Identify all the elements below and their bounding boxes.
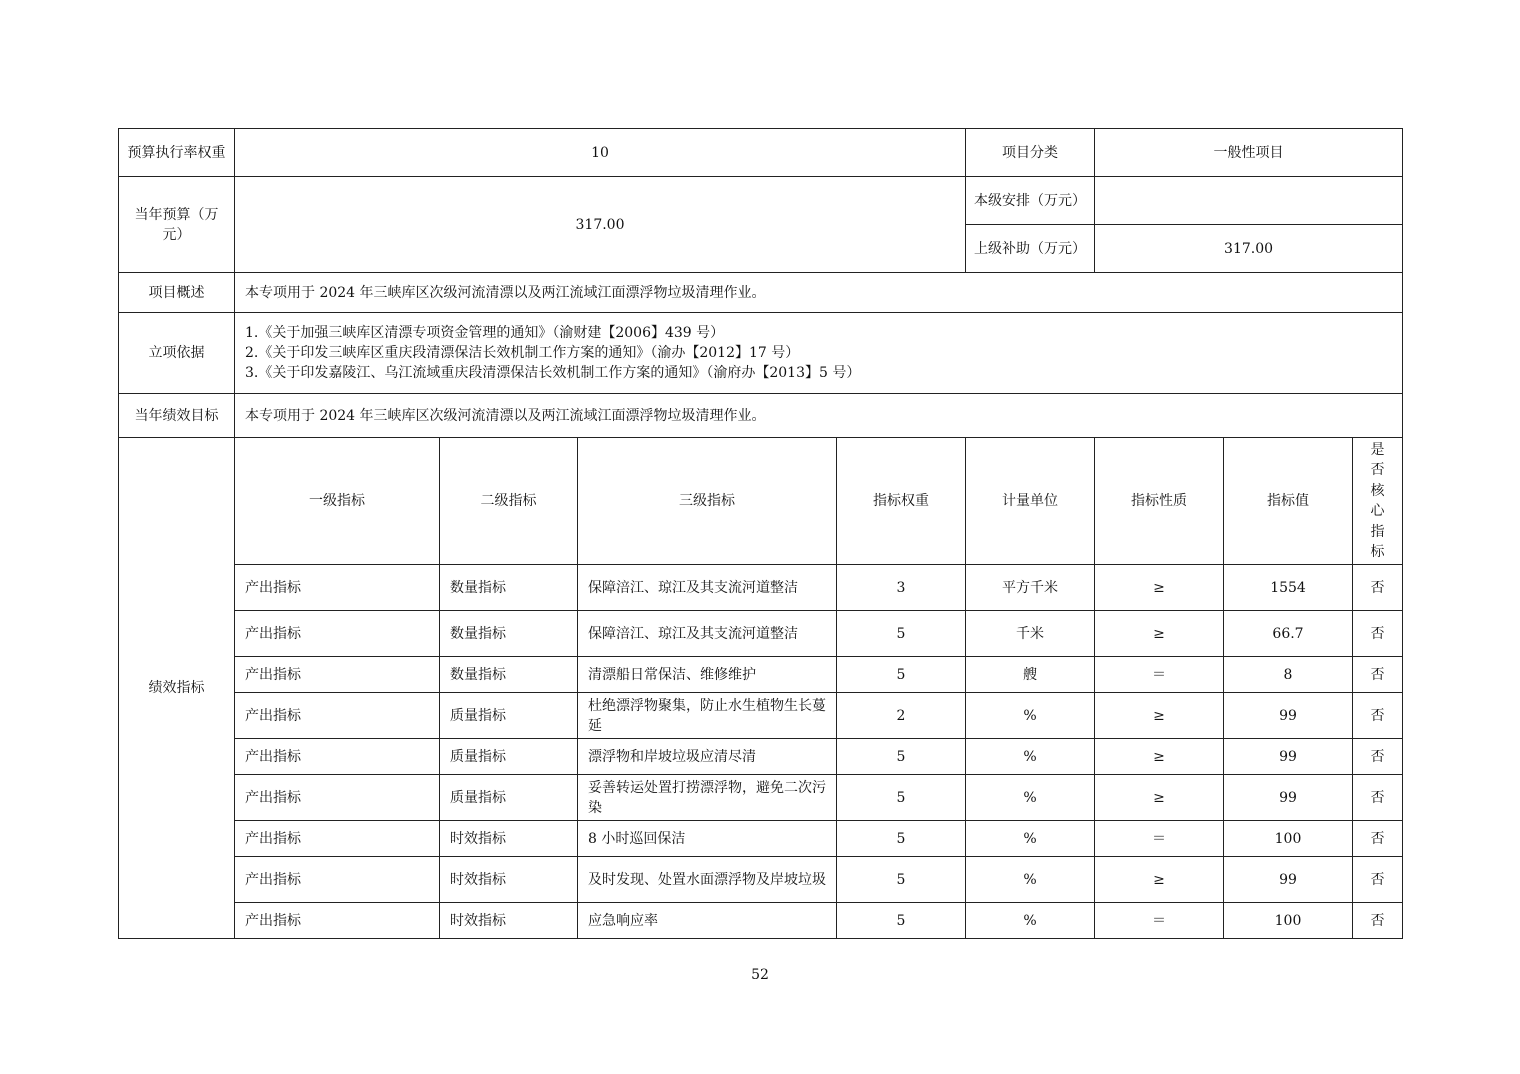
table-cell: 8 xyxy=(1224,657,1353,693)
superior-subsidy-value: 317.00 xyxy=(1095,225,1403,273)
table-cell: 数量指标 xyxy=(440,565,578,611)
table-cell: 99 xyxy=(1224,693,1353,739)
table-cell: 漂浮物和岸坡垃圾应清尽清 xyxy=(578,739,837,775)
core-indicator-header: 是否核心指标 xyxy=(1370,441,1385,560)
column-header: 指标性质 xyxy=(1095,438,1224,565)
category-label: 项目分类 xyxy=(966,129,1095,177)
table-cell: 5 xyxy=(837,903,966,939)
table-row xyxy=(119,857,1403,903)
table-row xyxy=(119,821,1403,857)
table-cell: 5 xyxy=(837,821,966,857)
table-cell: 产出指标 xyxy=(235,775,440,821)
page-number: 52 xyxy=(751,967,769,983)
table-cell: % xyxy=(966,903,1095,939)
table-cell: 3 xyxy=(837,565,966,611)
table-cell: 产出指标 xyxy=(235,693,440,739)
table-cell: 否 xyxy=(1353,821,1403,857)
table-cell: 99 xyxy=(1224,775,1353,821)
table-cell: 产出指标 xyxy=(235,657,440,693)
table-cell: 产出指标 xyxy=(235,857,440,903)
table-cell: 1554 xyxy=(1224,565,1353,611)
basis-line: 3.《关于印发嘉陵江、乌江流域重庆段清漂保洁长效机制工作方案的通知》（渝府办【2013】5 号） xyxy=(245,365,861,381)
annual-budget-value: 317.00 xyxy=(235,177,966,273)
column-header: 一级指标 xyxy=(235,438,440,565)
overview-label: 项目概述 xyxy=(119,273,235,313)
table-cell: 平方千米 xyxy=(966,565,1095,611)
table-cell: 产出指标 xyxy=(235,611,440,657)
table-cell: 否 xyxy=(1353,611,1403,657)
indicators-section-label: 绩效指标 xyxy=(119,438,235,939)
basis-line: 1.《关于加强三峡库区清漂专项资金管理的通知》（渝财建【2006】439 号） xyxy=(245,325,725,341)
table-cell: 时效指标 xyxy=(440,903,578,939)
column-header: 指标值 xyxy=(1224,438,1353,565)
table-cell: 否 xyxy=(1353,857,1403,903)
table-cell: 2 xyxy=(837,693,966,739)
table-row xyxy=(119,775,1403,821)
basis-line: 2.《关于印发三峡库区重庆段清漂保洁长效机制工作方案的通知》（渝办【2012】17 号） xyxy=(245,345,800,361)
table-cell: 产出指标 xyxy=(235,821,440,857)
table-cell: 时效指标 xyxy=(440,857,578,903)
table-cell: 质量指标 xyxy=(440,739,578,775)
table-row xyxy=(119,903,1403,939)
table-row xyxy=(119,693,1403,739)
category-value: 一般性项目 xyxy=(1095,129,1403,177)
table-row xyxy=(119,657,1403,693)
table-cell: 8 小时巡回保洁 xyxy=(578,821,837,857)
table-cell: 100 xyxy=(1224,821,1353,857)
table-cell: 数量指标 xyxy=(440,611,578,657)
table-cell: 产出指标 xyxy=(235,903,440,939)
exec-rate-weight-label: 预算执行率权重 xyxy=(119,129,235,177)
table-cell: 妥善转运处置打捞漂浮物，避免二次污染 xyxy=(578,775,837,821)
table-cell: 保障涪江、琼江及其支流河道整洁 xyxy=(578,565,837,611)
table-cell: 质量指标 xyxy=(440,775,578,821)
table-cell: 时效指标 xyxy=(440,821,578,857)
table-cell: ≥ xyxy=(1095,857,1224,903)
table-cell: 否 xyxy=(1353,775,1403,821)
goal-label: 当年绩效目标 xyxy=(119,394,235,438)
table-cell: 5 xyxy=(837,739,966,775)
table-cell: ＝ xyxy=(1095,821,1224,857)
table-cell: 清漂船日常保洁、维修维护 xyxy=(578,657,837,693)
column-header: 指标权重 xyxy=(837,438,966,565)
local-arrangement-value xyxy=(1095,177,1403,225)
table-cell: ＝ xyxy=(1095,657,1224,693)
table-cell: % xyxy=(966,821,1095,857)
basis-label: 立项依据 xyxy=(119,313,235,394)
column-header: 三级指标 xyxy=(578,438,837,565)
local-arrangement-label: 本级安排（万元） xyxy=(966,177,1095,225)
column-header: 计量单位 xyxy=(966,438,1095,565)
table-row xyxy=(119,611,1403,657)
table-row xyxy=(119,739,1403,775)
overview-text: 本专项用于 2024 年三峡库区次级河流清漂以及两江流域江面漂浮物垃圾清理作业。 xyxy=(235,273,1403,313)
table-cell: 保障涪江、琼江及其支流河道整洁 xyxy=(578,611,837,657)
table-cell: 5 xyxy=(837,775,966,821)
table-cell: 艘 xyxy=(966,657,1095,693)
table-cell: 5 xyxy=(837,611,966,657)
table-cell: % xyxy=(966,739,1095,775)
table-cell: ≥ xyxy=(1095,565,1224,611)
table-cell: 5 xyxy=(837,857,966,903)
table-cell: 否 xyxy=(1353,903,1403,939)
table-cell: 100 xyxy=(1224,903,1353,939)
goal-text: 本专项用于 2024 年三峡库区次级河流清漂以及两江流域江面漂浮物垃圾清理作业。 xyxy=(235,394,1403,438)
table-cell: 应急响应率 xyxy=(578,903,837,939)
table-cell: 产出指标 xyxy=(235,739,440,775)
column-header: 二级指标 xyxy=(440,438,578,565)
exec-rate-weight-value: 10 xyxy=(235,129,966,177)
table-cell: 99 xyxy=(1224,857,1353,903)
annual-budget-label: 当年预算（万元） xyxy=(119,177,235,273)
table-cell: 否 xyxy=(1353,739,1403,775)
table-cell: 5 xyxy=(837,657,966,693)
table-cell: % xyxy=(966,775,1095,821)
table-cell: 数量指标 xyxy=(440,657,578,693)
table-cell: 否 xyxy=(1353,657,1403,693)
table-cell: 及时发现、处置水面漂浮物及岸坡垃圾 xyxy=(578,857,837,903)
table-cell: 千米 xyxy=(966,611,1095,657)
table-cell: % xyxy=(966,857,1095,903)
table-cell: 杜绝漂浮物聚集，防止水生植物生长蔓延 xyxy=(578,693,837,739)
table-cell: ＝ xyxy=(1095,903,1224,939)
table-cell: 66.7 xyxy=(1224,611,1353,657)
budget-performance-table xyxy=(118,128,1403,939)
column-header-core xyxy=(1353,438,1403,565)
table-cell: 产出指标 xyxy=(235,565,440,611)
table-cell: ≥ xyxy=(1095,693,1224,739)
table-row xyxy=(119,565,1403,611)
table-cell: 99 xyxy=(1224,739,1353,775)
table-cell: 否 xyxy=(1353,565,1403,611)
basis-list xyxy=(235,313,1403,394)
table-cell: % xyxy=(966,693,1095,739)
table-cell: ≥ xyxy=(1095,775,1224,821)
superior-subsidy-label: 上级补助（万元） xyxy=(966,225,1095,273)
table-cell: 否 xyxy=(1353,693,1403,739)
table-cell: ≥ xyxy=(1095,739,1224,775)
table-cell: 质量指标 xyxy=(440,693,578,739)
table-cell: ≥ xyxy=(1095,611,1224,657)
